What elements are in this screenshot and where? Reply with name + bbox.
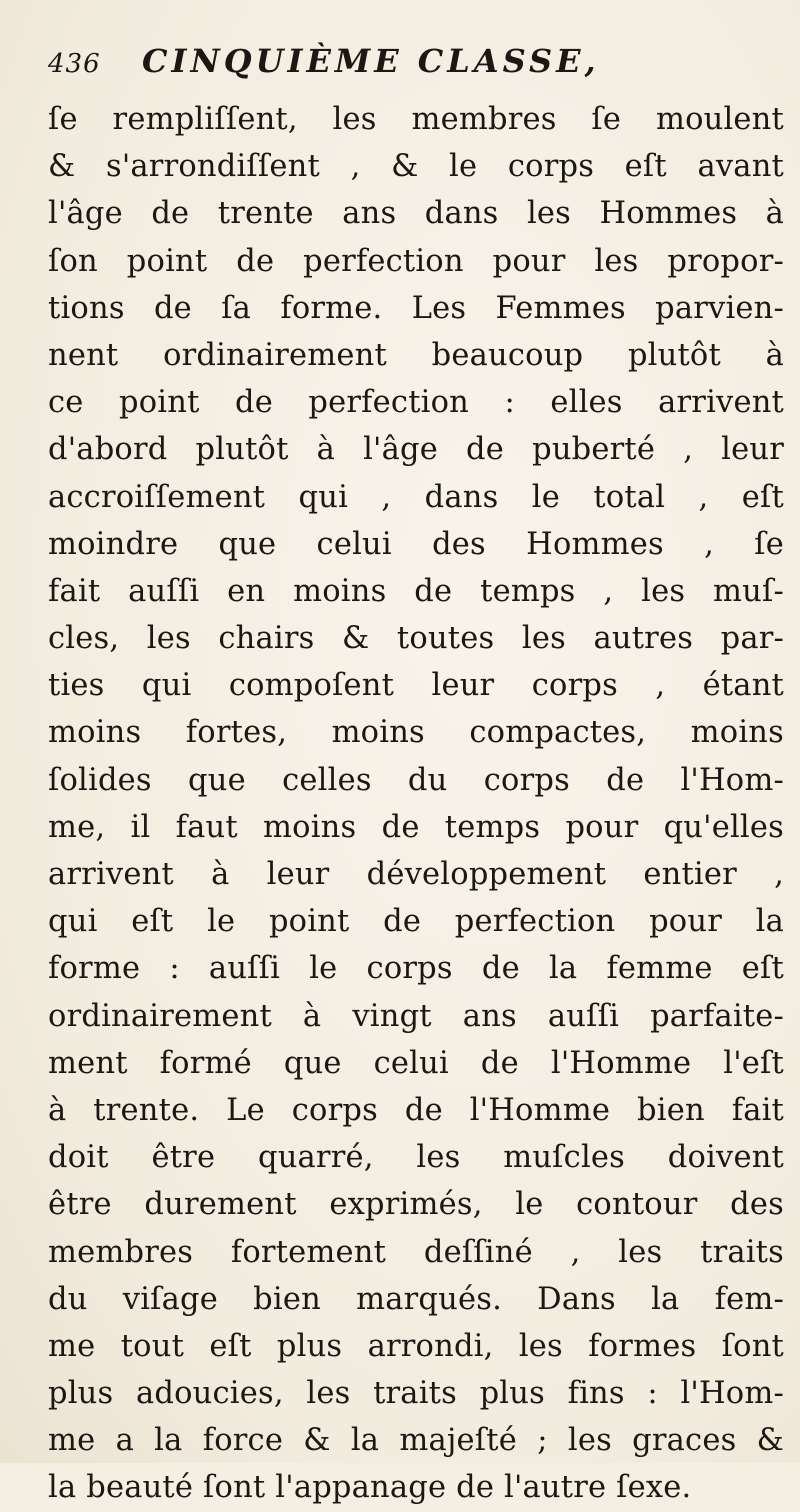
text-line-24: être durement exprimés, le contour des (48, 1187, 784, 1223)
text-line-15: ſolides que celles du corps de l'Hom- (48, 762, 784, 798)
text-line-27: me tout eſt plus arrondi, les formes ſont (48, 1328, 784, 1364)
text-line-2: & s'arrondiſſent , & le corps eſt avant (48, 149, 784, 185)
text-line-22: à trente. Le corps de l'Homme bien fait (48, 1092, 784, 1128)
text-line-29: me a la force & la majeſté ; les graces & (48, 1423, 784, 1459)
text-line-1: ſe rempliſſent, les membres ſe moulent (48, 102, 784, 137)
page-number: 436 (48, 49, 101, 79)
text-line-17: arrivent à leur développement entier , (48, 857, 784, 892)
text-line-18: qui eſt le point de perfection pour la (48, 904, 784, 940)
text-line-11: fait auſſi en moins de temps , les muſ- (48, 573, 784, 609)
text-line-19: forme : auſſi le corps de la femme eſt (48, 951, 784, 987)
text-line-28: plus adoucies, les traits plus fins : l'Hom- (48, 1376, 784, 1412)
text-line-7: ce point de perfection : elles arrivent (48, 385, 784, 421)
text-line-3: l'âge de trente ans dans les Hommes à (48, 196, 784, 232)
text-line-25: membres fortement deſſiné , les traits (48, 1234, 784, 1270)
text-line-20: ordinairement à vingt ans auſſi parfaite- (48, 998, 784, 1034)
text-line-23: doit être quarré, les muſcles doivent (48, 1140, 784, 1176)
text-line-10: moindre que celui des Hommes , ſe (48, 526, 784, 562)
running-title: CINQUIÈME CLASSE, (142, 42, 600, 80)
text-line-21: ment formé que celui de l'Homme l'eſt (48, 1045, 784, 1081)
running-head (48, 42, 784, 92)
text-line-9: accroiſſement qui , dans le total , eſt (48, 479, 784, 515)
text-line-13: ties qui compoſent leur corps , étant (48, 668, 784, 704)
text-line-12: cles, les chairs & toutes les autres par- (48, 621, 784, 657)
text-line-8: d'abord plutôt à l'âge de puberté , leur (48, 432, 784, 468)
text-line-30: la beauté ſont l'appanage de l'autre ſexe. (48, 1470, 692, 1506)
text-line-16: me, il faut moins de temps pour qu'elles (48, 809, 784, 845)
body-text (48, 96, 784, 1512)
text-line-4: ſon point de perfection pour les propor- (48, 243, 784, 279)
text-line-14: moins fortes, moins compactes, moins (48, 715, 784, 751)
text-line-26: du viſage bien marqués. Dans la fem- (48, 1281, 784, 1317)
text-line-6: nent ordinairement beaucoup plutôt à (48, 337, 784, 373)
text-line-5: tions de ſa forme. Les Femmes parvien- (48, 290, 784, 326)
